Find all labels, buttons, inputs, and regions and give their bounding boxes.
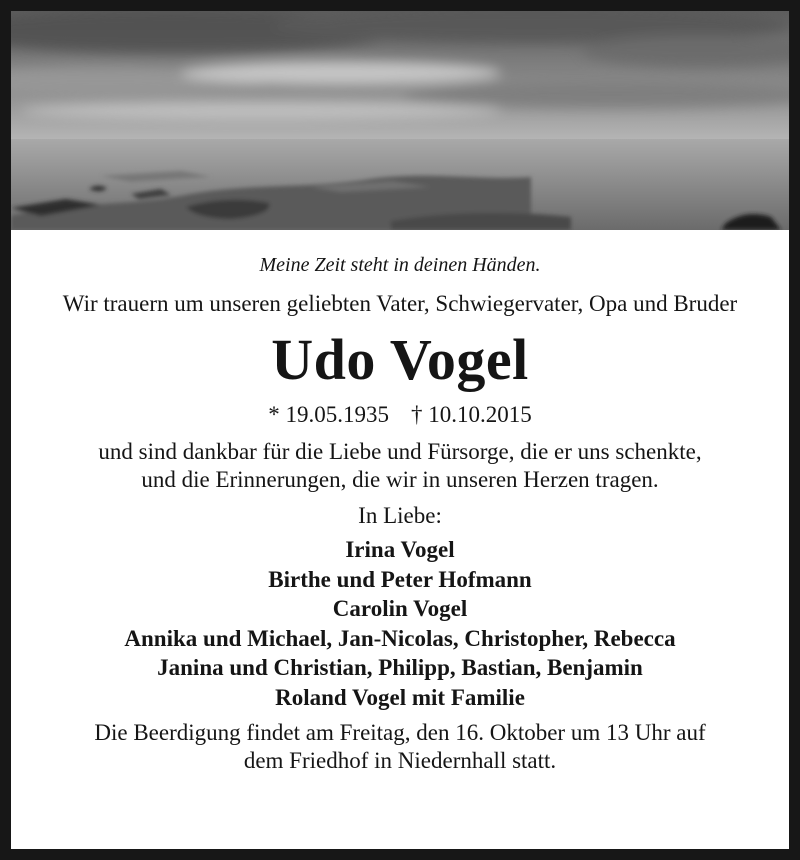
mourner-name: Annika und Michael, Jan-Nicolas, Christopher, Rebecca — [124, 625, 676, 651]
deceased-name: Udo Vogel — [271, 327, 529, 392]
funeral-line-2: dem Friedhof in Niedernhall statt. — [243, 747, 557, 773]
death-date: † 10.10.2015 — [411, 402, 532, 427]
mourner-name: Carolin Vogel — [332, 596, 468, 622]
gratitude-line-2: und die Erinnerungen, die wir in unseren Herzen tragen. — [141, 467, 659, 492]
in-love-label: In Liebe: — [358, 503, 442, 528]
funeral-info — [30, 719, 770, 775]
notice-content — [11, 230, 789, 775]
life-dates — [11, 402, 789, 428]
birth-date: * 19.05.1935 — [268, 402, 389, 427]
gratitude-line-1: und sind dankbar für die Liebe und Fürsorge, die er uns schenkte, — [98, 439, 702, 464]
mourner-name: Janina und Christian, Philipp, Bastian, Benjamin — [157, 655, 643, 681]
mourner-name: Roland Vogel mit Familie — [275, 684, 525, 710]
mourners-list — [11, 535, 789, 713]
motto: Meine Zeit steht in deinen Händen. — [259, 254, 541, 276]
seascape-photo — [11, 11, 789, 230]
gratitude-text — [40, 438, 760, 494]
intro-text: Wir trauern um unseren geliebten Vater, Schwiegervater, Opa und Bruder — [62, 291, 738, 316]
funeral-line-1: Die Beerdigung findet am Freitag, den 16. Oktober um 13 Uhr auf — [94, 719, 706, 745]
mourner-name: Birthe und Peter Hofmann — [268, 566, 532, 592]
mourner-name: Irina Vogel — [345, 537, 455, 562]
